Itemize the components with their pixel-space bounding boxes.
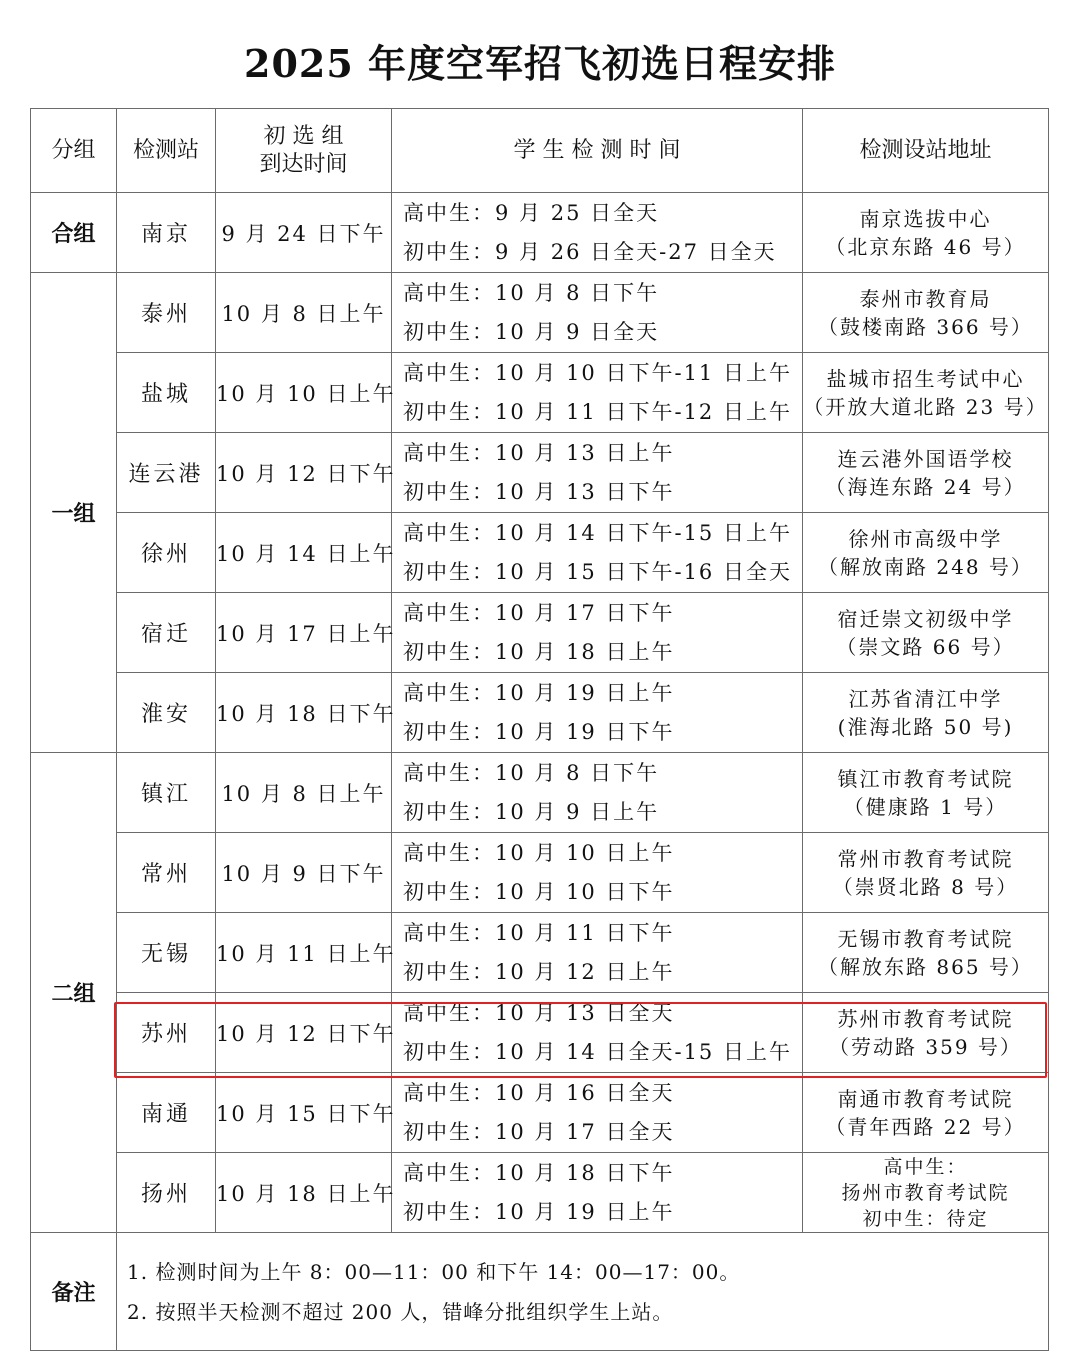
address-cell [803,273,1049,353]
test-time-cell [392,593,803,673]
address-cell [803,433,1049,513]
group-cell: 合组 [31,193,117,273]
address-cell [803,1153,1049,1233]
address-street: （北京东路 46 号） [825,234,1026,259]
address-name: 常州市教育考试院 [837,846,1014,871]
address-street: （开放大道北路 23 号） [803,394,1048,419]
address-street: （健康路 1 号） [843,794,1008,819]
middle-school-time: 初中生：10 月 17 日全天 [403,1119,675,1144]
address-name: 苏州市教育考试院 [837,1006,1014,1031]
table-row [31,593,1049,673]
address-name: 泰州市教育局 [859,286,992,311]
address-cell [803,593,1049,673]
address-name: 徐州市高级中学 [848,526,1003,551]
address-street: （崇贤北路 8 号） [832,874,1019,899]
arrival-cell: 10 月 8 日上午 [216,273,392,353]
test-time-cell [392,753,803,833]
table-row [31,433,1049,513]
table-row [31,913,1049,993]
address-street: (淮海北路 50 号) [837,714,1014,739]
address-street: （解放南路 248 号） [818,554,1033,579]
header-arrival-line1: 初 选 组 [263,123,344,149]
address-name: 南通市教育考试院 [837,1086,1014,1111]
address-name: 南京选拔中心 [859,206,992,231]
test-time-cell [392,673,803,753]
high-school-time: 高中生：10 月 18 日下午 [403,1160,675,1185]
header-arrival [216,109,392,193]
address-name: 连云港外国语学校 [837,446,1014,471]
middle-school-time: 初中生：10 月 15 日下午-16 日全天 [403,559,792,584]
address-cell [803,1073,1049,1153]
station-cell: 盐城 [117,353,216,433]
middle-school-time: 初中生：10 月 10 日下午 [403,879,675,904]
table-row [31,353,1049,433]
suzhou-highlight-box [114,1002,1047,1078]
station-cell: 徐州 [117,513,216,593]
high-school-time: 高中生：10 月 13 日全天 [403,1000,675,1025]
header-address: 检测设站地址 [803,109,1049,193]
high-school-time: 高中生：10 月 10 日下午-11 日上午 [403,360,792,385]
address-name: 镇江市教育考试院 [837,766,1014,791]
middle-school-time: 初中生：10 月 14 日全天-15 日上午 [403,1039,792,1064]
address-street: （劳动路 359 号） [829,1034,1022,1059]
test-time-cell [392,513,803,593]
table-row [31,753,1049,833]
header-group: 分组 [31,109,117,193]
high-school-time: 高中生：10 月 11 日下午 [403,920,675,945]
address-name: 盐城市招生考试中心 [826,366,1025,391]
high-school-time: 高中生：10 月 10 日上午 [403,840,675,865]
group-cell: 二组 [31,753,117,1233]
address-street: （海连东路 24 号） [825,474,1026,499]
address-cell [803,913,1049,993]
middle-school-time: 初中生：10 月 19 日上午 [403,1199,675,1224]
test-time-cell [392,433,803,513]
table-row [31,193,1049,273]
arrival-cell: 10 月 18 日下午 [216,673,392,753]
test-time-cell [392,353,803,433]
high-school-time: 高中生：10 月 14 日下午-15 日上午 [403,520,792,545]
address-street: （鼓楼南路 366 号） [818,314,1033,339]
arrival-cell: 10 月 18 日上午 [216,1153,392,1233]
station-cell: 淮安 [117,673,216,753]
arrival-cell: 10 月 8 日上午 [216,753,392,833]
high-school-time: 高中生：10 月 17 日下午 [403,600,675,625]
middle-school-time: 初中生：9 月 26 日全天-27 日全天 [403,239,777,264]
table-row [31,1153,1049,1233]
notes-row [31,1233,1049,1351]
address-cell [803,673,1049,753]
test-time-cell [392,1073,803,1153]
notes-cell [117,1233,1049,1351]
high-school-time: 高中生：9 月 25 日全天 [403,200,660,225]
arrival-cell: 10 月 12 日下午 [216,433,392,513]
station-cell: 无锡 [117,913,216,993]
arrival-cell: 10 月 11 日上午 [216,913,392,993]
station-cell: 扬州 [117,1153,216,1233]
high-school-time: 高中生：10 月 19 日上午 [403,680,675,705]
header-arrival-line2: 到达时间 [259,151,348,177]
page-title: 2025 年度空军招飞初选日程安排 [244,41,836,86]
station-cell: 泰州 [117,273,216,353]
address-street: （解放东路 865 号） [818,954,1033,979]
station-cell: 宿迁 [117,593,216,673]
address-name: 无锡市教育考试院 [837,926,1014,951]
notes-label: 备注 [31,1233,117,1351]
station-cell: 南京 [117,193,216,273]
high-school-time: 高中生：10 月 13 日上午 [403,440,675,465]
high-school-time: 高中生：10 月 8 日下午 [403,280,660,305]
table-row [31,673,1049,753]
address-middle-pending: 初中生：待定 [862,1207,989,1230]
arrival-cell: 10 月 9 日下午 [216,833,392,913]
test-time-cell [392,913,803,993]
high-school-time: 高中生：10 月 8 日下午 [403,760,660,785]
arrival-cell: 10 月 12 日下午 [216,993,392,1073]
note-line-2: 2. 按照半天检测不超过 200 人，错峰分批组织学生上站。 [127,1299,674,1324]
arrival-cell: 10 月 10 日上午 [216,353,392,433]
station-cell: 苏州 [117,993,216,1073]
header-test-time: 学 生 检 测 时 间 [392,109,803,193]
address-cell [803,833,1049,913]
address-cell [803,753,1049,833]
station-cell: 常州 [117,833,216,913]
test-time-cell [392,1153,803,1233]
note-line-1: 1. 检测时间为上午 8：00—11：00 和下午 14：00—17：00。 [127,1259,741,1284]
arrival-cell: 10 月 14 日上午 [216,513,392,593]
test-time-cell [392,833,803,913]
middle-school-time: 初中生：10 月 12 日上午 [403,959,675,984]
arrival-cell: 10 月 15 日下午 [216,1073,392,1153]
table-row [31,1073,1049,1153]
header-station: 检测站 [117,109,216,193]
table-header-row [31,109,1049,193]
address-high-label: 高中生： [883,1155,968,1178]
middle-school-time: 初中生：10 月 9 日上午 [403,799,660,824]
table-row [31,513,1049,593]
middle-school-time: 初中生：10 月 18 日上午 [403,639,675,664]
middle-school-time: 初中生：10 月 13 日下午 [403,479,675,504]
station-cell: 南通 [117,1073,216,1153]
address-street: （崇文路 66 号） [836,634,1015,659]
station-cell: 镇江 [117,753,216,833]
test-time-cell [392,273,803,353]
middle-school-time: 初中生：10 月 11 日下午-12 日上午 [403,399,792,424]
address-name: 扬州市教育考试院 [841,1181,1010,1204]
address-name: 江苏省清江中学 [848,686,1003,711]
address-name: 宿迁崇文初级中学 [837,606,1014,631]
arrival-cell: 10 月 17 日上午 [216,593,392,673]
address-street: （青年西路 22 号） [825,1114,1026,1139]
middle-school-time: 初中生：10 月 9 日全天 [403,319,660,344]
table-row [31,833,1049,913]
test-time-cell [392,193,803,273]
table-row [31,273,1049,353]
schedule-table [30,108,1049,1351]
arrival-cell: 9 月 24 日下午 [216,193,392,273]
station-cell: 连云港 [117,433,216,513]
address-cell [803,513,1049,593]
middle-school-time: 初中生：10 月 19 日下午 [403,719,675,744]
high-school-time: 高中生：10 月 16 日全天 [403,1080,675,1105]
address-cell [803,353,1049,433]
address-cell [803,193,1049,273]
group-cell: 一组 [31,273,117,753]
